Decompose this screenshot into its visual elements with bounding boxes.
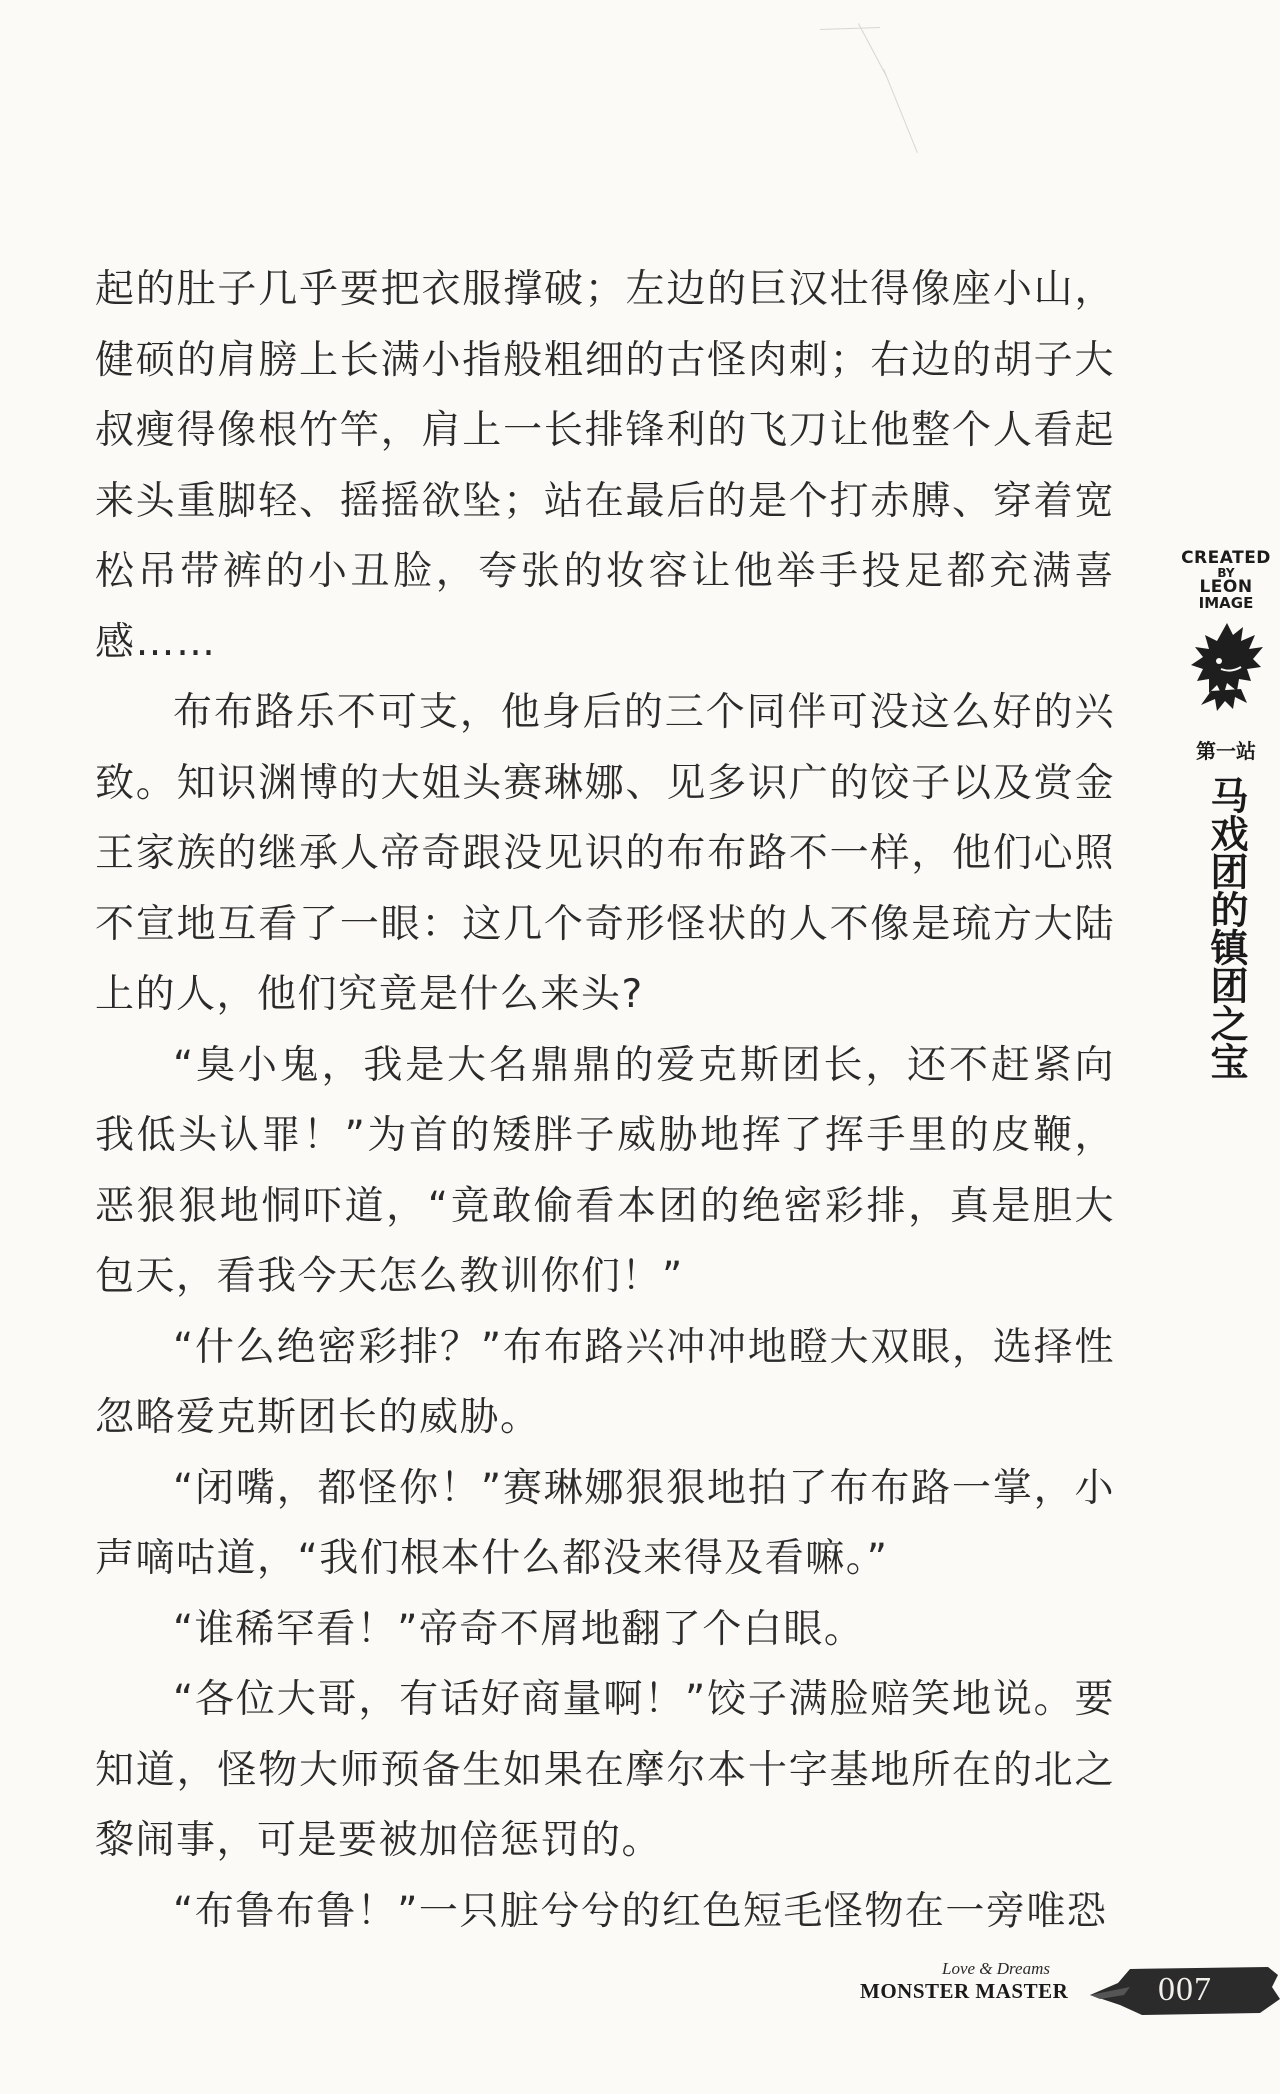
series-brand: MONSTER MASTER: [860, 1979, 1069, 2003]
page-footer: [860, 1955, 1280, 2025]
credit-block: [1172, 550, 1280, 611]
paragraph: “谁稀罕看！”帝奇不屑地翻了个白眼。: [173, 1606, 865, 1652]
paragraph: “臭小鬼，我是大名鼎鼎的爱克斯团长，还不赶紧向我低头认罪！”为首的矮胖子威胁地挥了挥手里的皮鞭，恶狠狠地恫吓道，“竟敢偷看本团的绝密彩排，真是胆大包天，看我今天怎么教训你们！”: [95, 1042, 1115, 1299]
chapter-title: 马戏团的镇团之宝: [1204, 776, 1248, 1080]
paragraph: 布布路乐不可支，他身后的三个同伴可没这么好的兴致。知识渊博的大姐头赛琳娜、见多识广的饺子以及赏金王家族的继承人帝奇跟没见识的布布路不一样，他们心照不宣地互看了一眼：这几个奇形怪状的人不像是琉方大陆上的人，他们究竟是什么来头?: [95, 690, 1115, 1017]
paragraph: “布鲁布鲁！”一只脏兮兮的红色短毛怪物在一旁唯恐: [173, 1888, 1108, 1934]
paper-scratch-mark: [820, 27, 880, 30]
dragon-head-icon: [1187, 621, 1265, 713]
paragraph: “各位大哥，有话好商量啊！”饺子满脸赔笑地说。要知道，怪物大师预备生如果在摩尔本十字基地所在的北之黎闹事，可是要被加倍惩罚的。: [95, 1677, 1115, 1863]
page-number: 007: [1158, 1971, 1212, 2008]
credit-line: BY: [1217, 566, 1235, 580]
credit-line: LEON: [1199, 577, 1253, 597]
credit-line: IMAGE: [1198, 594, 1254, 612]
paragraph: “什么绝密彩排？”布布路兴冲冲地瞪大双眼，选择性忽略爱克斯团长的威胁。: [95, 1324, 1115, 1440]
page-number-tab: [1090, 1965, 1280, 2017]
series-tagline: Love & Dreams: [942, 1959, 1050, 1978]
body-text: [95, 255, 1115, 1947]
paper-scratch-mark: [883, 69, 918, 153]
paragraph: 起的肚子几乎要把衣服撑破；左边的巨汉壮得像座小山，健硕的肩膀上长满小指般粗细的古怪肉刺；右边的胡子大叔瘦得像根竹竿，肩上一长排锋利的飞刀让他整个人看起来头重脚轻、摇摇欲坠；站在最后的是个打赤膊、穿着宽松吊带裤的小丑脸，夸张的妆容让他举手投足都充满喜感……: [95, 267, 1115, 665]
credit-line: CREATED: [1181, 548, 1271, 568]
paragraph: “闭嘴，都怪你！”赛琳娜狠狠地拍了布布路一掌，小声嘀咕道，“我们根本什么都没来得及看嘛。”: [95, 1465, 1115, 1581]
chapter-sidebar: [1172, 550, 1280, 1084]
station-label: 第一站: [1196, 739, 1256, 763]
